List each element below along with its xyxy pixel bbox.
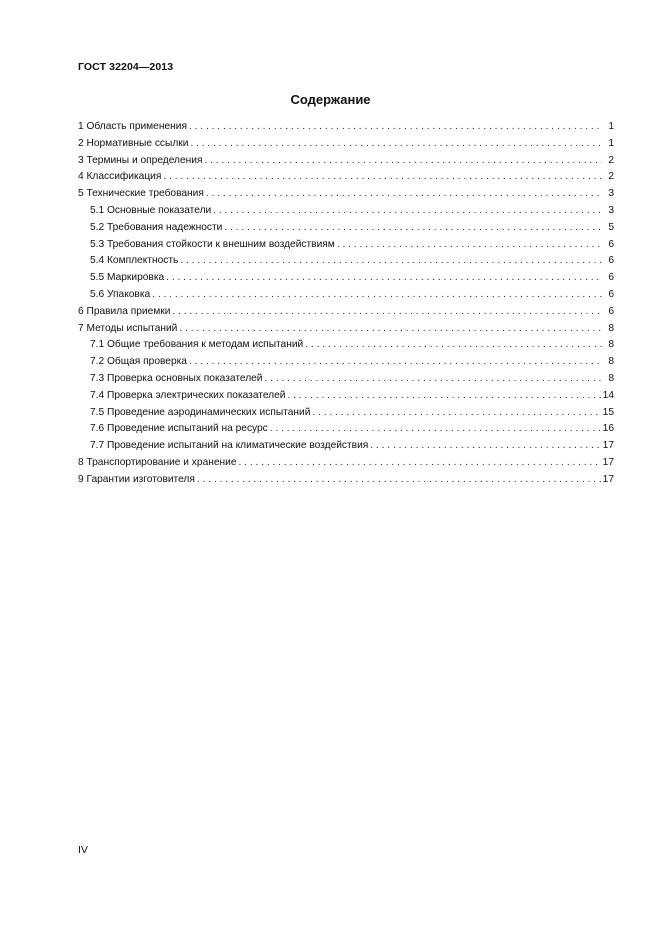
toc-entry-text: 5 Технические требования <box>78 188 204 200</box>
toc-entry[interactable] <box>78 119 614 136</box>
toc-entry-text: 4 Классификация <box>78 171 162 183</box>
toc-entry-page: 2 <box>608 154 614 166</box>
toc-entry[interactable] <box>78 472 614 489</box>
toc-entry-page: 6 <box>608 288 614 300</box>
document-header-code: ГОСТ 32204—2013 <box>78 61 174 73</box>
toc-entry[interactable] <box>78 388 614 405</box>
toc-dot-leader <box>305 337 602 354</box>
toc-entry-page: 6 <box>608 255 614 267</box>
toc-entry-page: 6 <box>608 272 614 284</box>
toc-entry[interactable] <box>78 186 614 203</box>
toc-dot-leader <box>180 253 602 270</box>
toc-dot-leader <box>179 321 602 338</box>
toc-entry-page: 6 <box>608 238 614 250</box>
toc-entry-text: 7.5 Проведение аэродинамических испытаний <box>90 406 311 418</box>
toc-dot-leader <box>337 237 602 254</box>
toc-entry-page: 17 <box>602 440 614 452</box>
toc-entry[interactable] <box>78 153 614 170</box>
toc-entry-page: 8 <box>608 339 614 351</box>
toc-entry[interactable] <box>78 337 614 354</box>
toc-dot-leader <box>270 421 601 438</box>
toc-entry-page: 8 <box>608 322 614 334</box>
toc-entry[interactable] <box>78 405 614 422</box>
toc-entry-text: 9 Гарантии изготовителя <box>78 473 195 485</box>
toc-entry-page: 15 <box>602 406 614 418</box>
toc-entry-text: 7.4 Проверка электрических показателей <box>90 389 286 401</box>
toc-entry[interactable] <box>78 237 614 254</box>
toc-entry-page: 1 <box>608 137 614 149</box>
toc-dot-leader <box>152 287 602 304</box>
toc-entry-text: 6 Правила приемки <box>78 305 171 317</box>
toc-entry-text: 7.7 Проведение испытаний на климатические воздействия <box>90 440 369 452</box>
toc-entry[interactable] <box>78 455 614 472</box>
toc-entry[interactable] <box>78 270 614 287</box>
toc-entry-text: 5.2 Требования надежности <box>90 221 223 233</box>
toc-dot-leader <box>163 169 602 186</box>
toc-dot-leader <box>204 153 602 170</box>
toc-dot-leader <box>370 438 600 455</box>
toc-entry-page: 16 <box>602 423 614 435</box>
toc-entry-text: 3 Термины и определения <box>78 154 203 166</box>
toc-entry-page: 1 <box>608 121 614 132</box>
toc-entry-page: 3 <box>608 188 614 200</box>
toc-dot-leader <box>312 405 600 422</box>
toc-entry-text: 5.5 Маркировка <box>90 272 165 284</box>
toc-entry[interactable] <box>78 169 614 186</box>
toc-entry-text: 8 Транспортирование и хранение <box>78 456 237 468</box>
toc-entry[interactable] <box>78 203 614 220</box>
toc-entry-text: 7.2 Общая проверка <box>90 356 187 368</box>
toc-dot-leader <box>265 371 603 388</box>
toc-entry-page: 14 <box>602 389 614 401</box>
toc-entry-text: 7.1 Общие требования к методам испытаний <box>90 339 304 351</box>
page-number: IV <box>78 844 88 856</box>
toc-entry[interactable] <box>78 354 614 371</box>
table-of-contents <box>78 119 614 489</box>
toc-entry-page: 5 <box>608 221 614 233</box>
toc-dot-leader <box>224 220 602 237</box>
toc-dot-leader <box>172 304 602 321</box>
toc-dot-leader <box>166 270 602 287</box>
toc-entry-text: 7.6 Проведение испытаний на ресурс <box>90 423 268 435</box>
toc-dot-leader <box>213 203 602 220</box>
toc-entry-page: 2 <box>608 171 614 183</box>
toc-entry[interactable] <box>78 321 614 338</box>
toc-entry[interactable] <box>78 421 614 438</box>
toc-entry[interactable] <box>78 253 614 270</box>
toc-entry-page: 3 <box>608 204 614 216</box>
toc-entry-text: 2 Нормативные ссылки <box>78 137 189 149</box>
toc-dot-leader <box>189 354 602 371</box>
toc-dot-leader <box>190 136 602 153</box>
toc-dot-leader <box>197 472 601 489</box>
toc-dot-leader <box>206 186 602 203</box>
toc-entry[interactable] <box>78 220 614 237</box>
toc-entry[interactable] <box>78 438 614 455</box>
toc-entry-text: 5.1 Основные показатели <box>90 204 212 216</box>
toc-entry-page: 6 <box>608 305 614 317</box>
toc-entry-text: 5.6 Упаковка <box>90 288 151 300</box>
toc-entry[interactable] <box>78 304 614 321</box>
toc-entry-text: 7 Методы испытаний <box>78 322 178 334</box>
toc-dot-leader <box>189 119 602 136</box>
toc-title: Содержание <box>290 92 371 107</box>
toc-dot-leader <box>287 388 600 405</box>
toc-entry-page: 8 <box>608 356 614 368</box>
toc-entry-page: 8 <box>608 372 614 384</box>
toc-entry-text: 7.3 Проверка основных показателей <box>90 372 263 384</box>
toc-entry-text: 5.3 Требования стойкости к внешним воздействиям <box>90 238 335 250</box>
toc-entry[interactable] <box>78 136 614 153</box>
toc-entry-text: 5.4 Комплектность <box>90 255 179 267</box>
toc-entry-page: 17 <box>602 473 614 485</box>
toc-entry-text: 1 Область применения <box>78 121 187 132</box>
toc-entry[interactable] <box>78 287 614 304</box>
toc-dot-leader <box>239 455 601 472</box>
toc-entry[interactable] <box>78 371 614 388</box>
toc-entry-page: 17 <box>602 456 614 468</box>
